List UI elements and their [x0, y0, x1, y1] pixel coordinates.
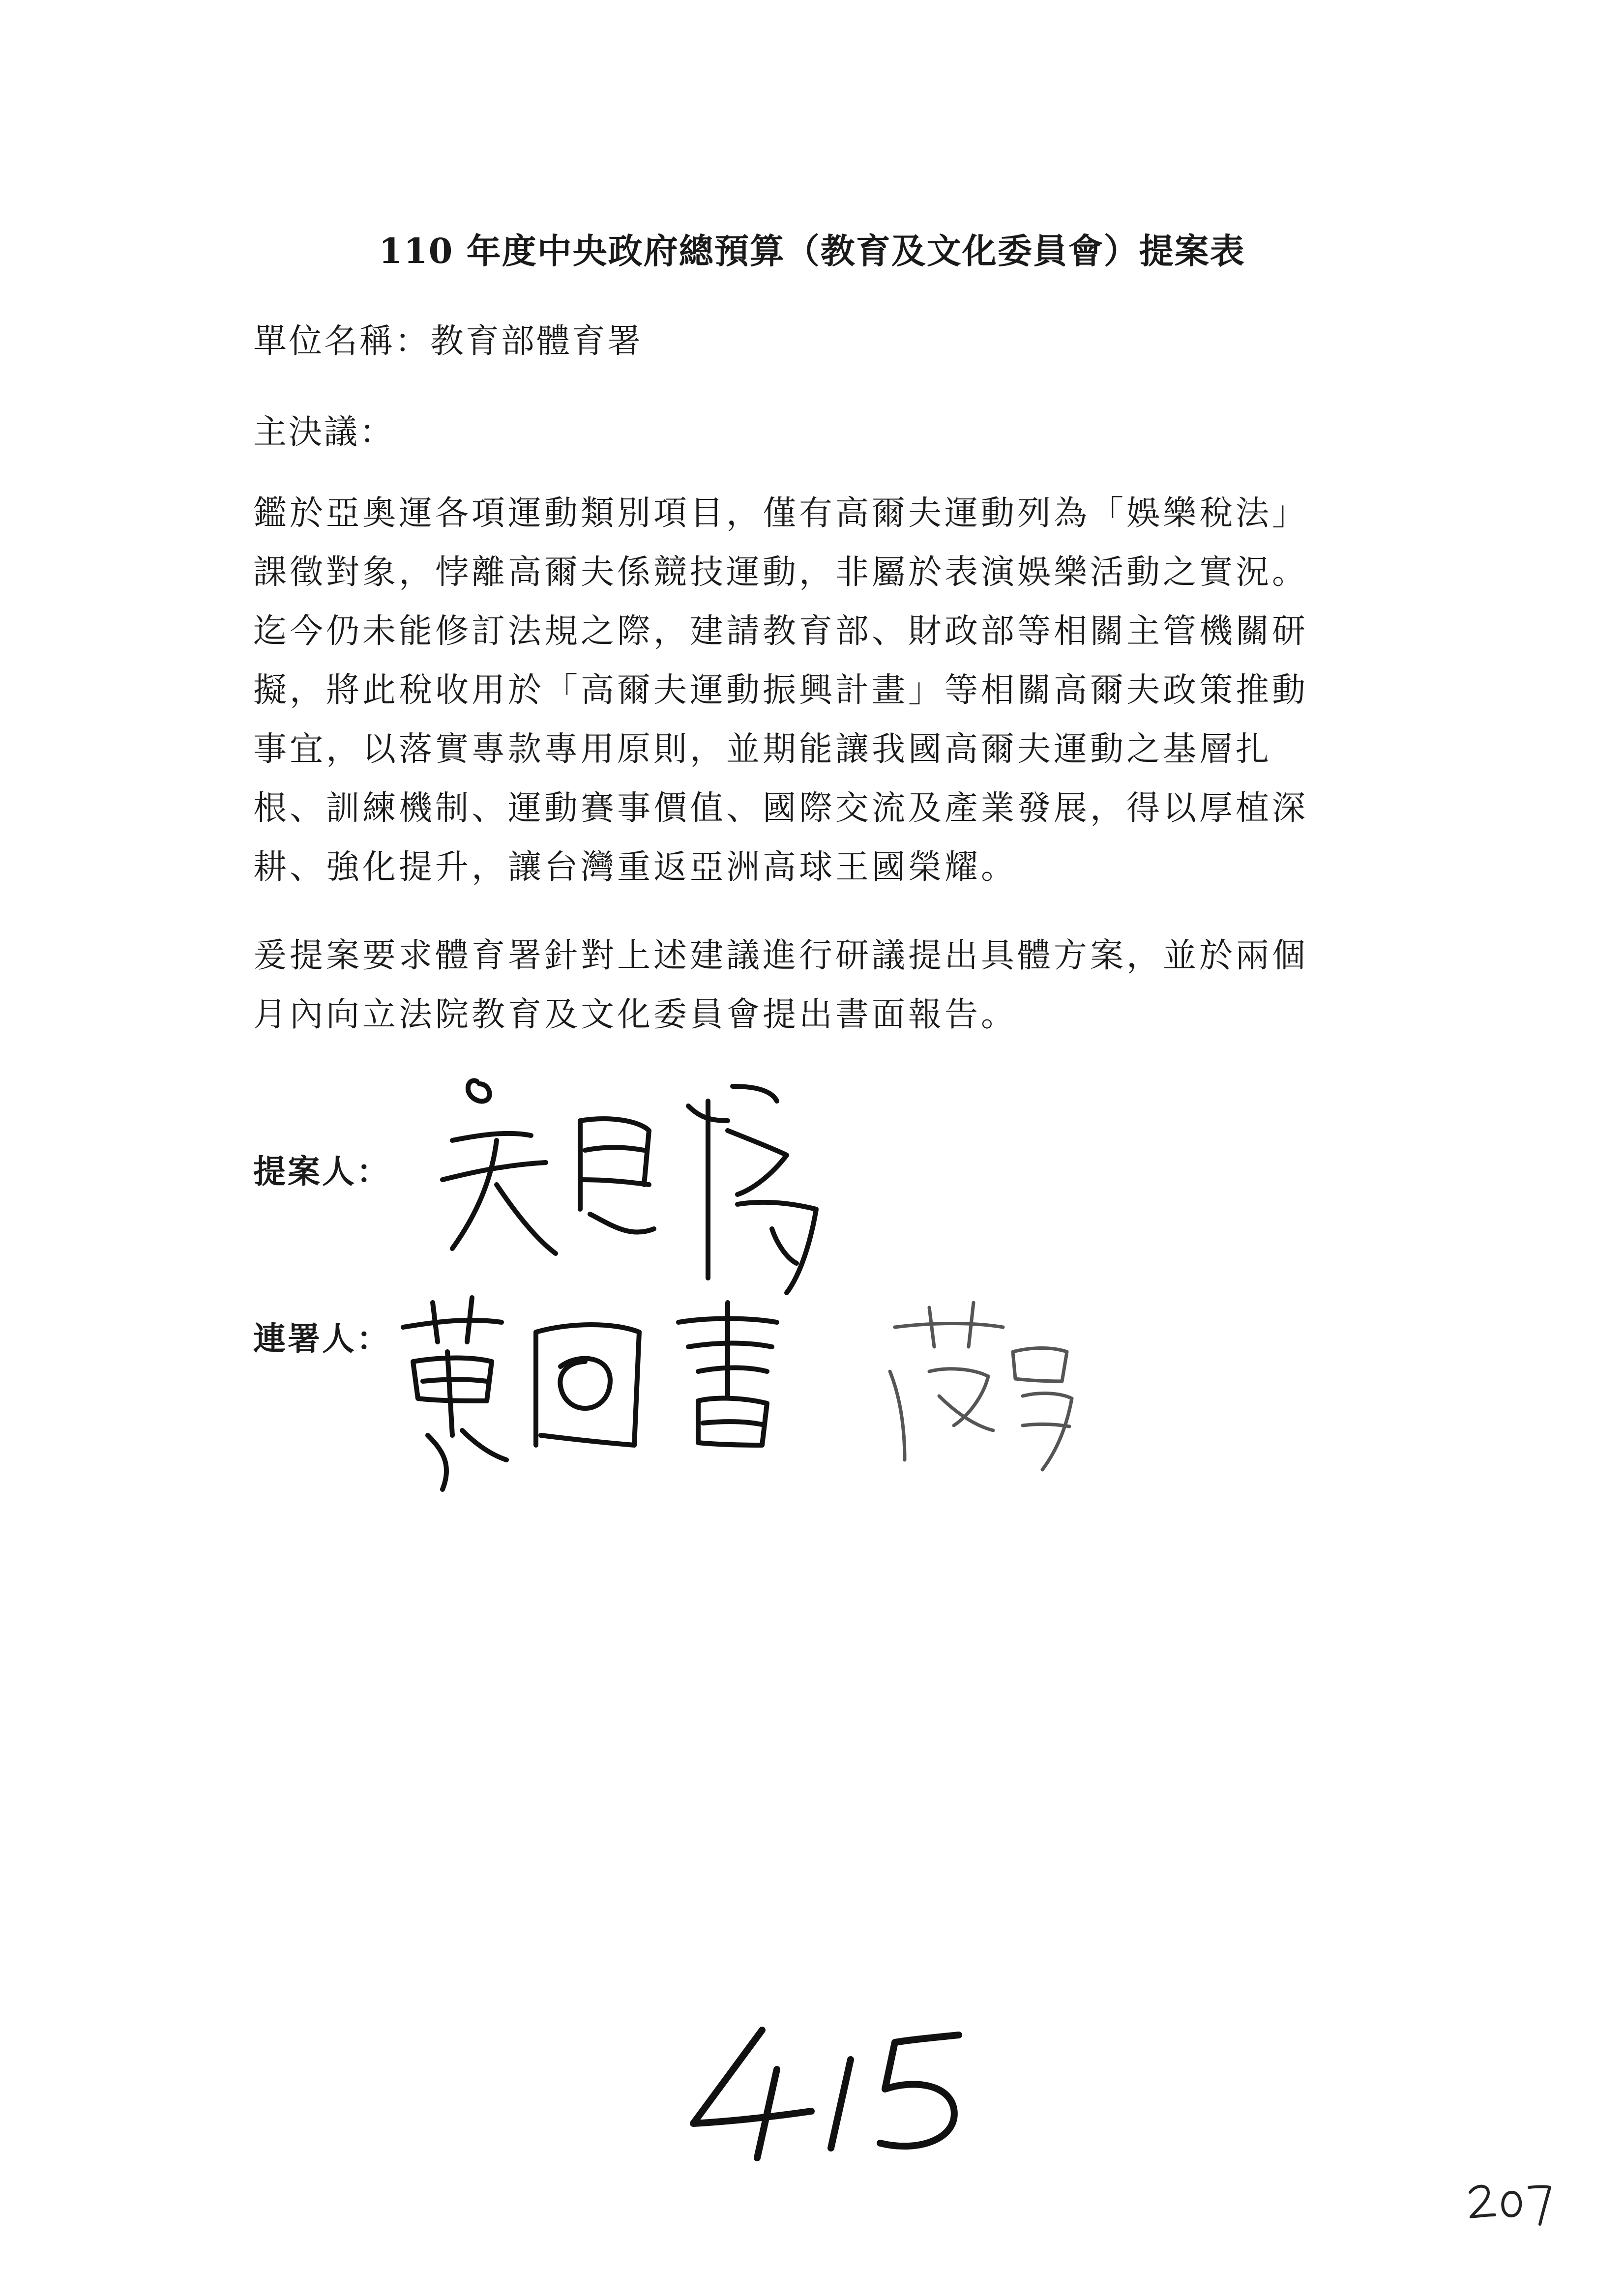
- paragraph-line: 擬，將此稅收用於「高爾夫運動振興計畫」等相關高爾夫政策推動: [253, 671, 1309, 710]
- paragraph-line: 迄今仍未能修訂法規之際，建請教育部、財政部等相關主管機關研: [253, 612, 1309, 651]
- document-title: 110 年度中央政府總預算（教育及文化委員會）提案表: [379, 231, 1245, 271]
- proposer-signature: [433, 1067, 856, 1322]
- request-paragraph: [253, 927, 1394, 1045]
- paragraph-line: 課徵對象，悖離高爾夫係競技運動，非屬於表演娛樂活動之實況。: [253, 553, 1309, 592]
- paragraph-line: 事宜，以落實專款專用原則，並期能讓我國高爾夫運動之基層扎: [253, 730, 1272, 769]
- main-resolution-label: 主決議：: [253, 413, 395, 452]
- handwritten-number: [683, 2015, 978, 2163]
- paragraph-line: 鑑於亞奧運各項運動類別項目，僅有高爾夫運動列為「娛樂稅法」: [253, 494, 1309, 533]
- cosigner-signature-1: [393, 1288, 836, 1499]
- unit-name-line: 單位名稱：教育部體育署: [253, 322, 643, 361]
- resolution-paragraph: [253, 484, 1394, 897]
- paragraph-line: 月內向立法院教育及文化委員會提出書面報告。: [253, 995, 1018, 1034]
- paragraph-line: 耕、強化提升，讓台灣重返亞洲高球王國榮耀。: [253, 848, 1018, 887]
- cosigner-signature-2: [875, 1298, 1092, 1484]
- paragraph-line: 爰提案要求體育署針對上述建議進行研議提出具體方案，並於兩個: [253, 936, 1309, 975]
- proposer-label: 提案人：: [253, 1152, 391, 1191]
- page-number: [1465, 2173, 1554, 2227]
- paragraph-line: 根、訓練機制、運動賽事價值、國際交流及產業發展，得以厚植深: [253, 789, 1309, 828]
- cosigner-label: 連署人：: [253, 1319, 391, 1358]
